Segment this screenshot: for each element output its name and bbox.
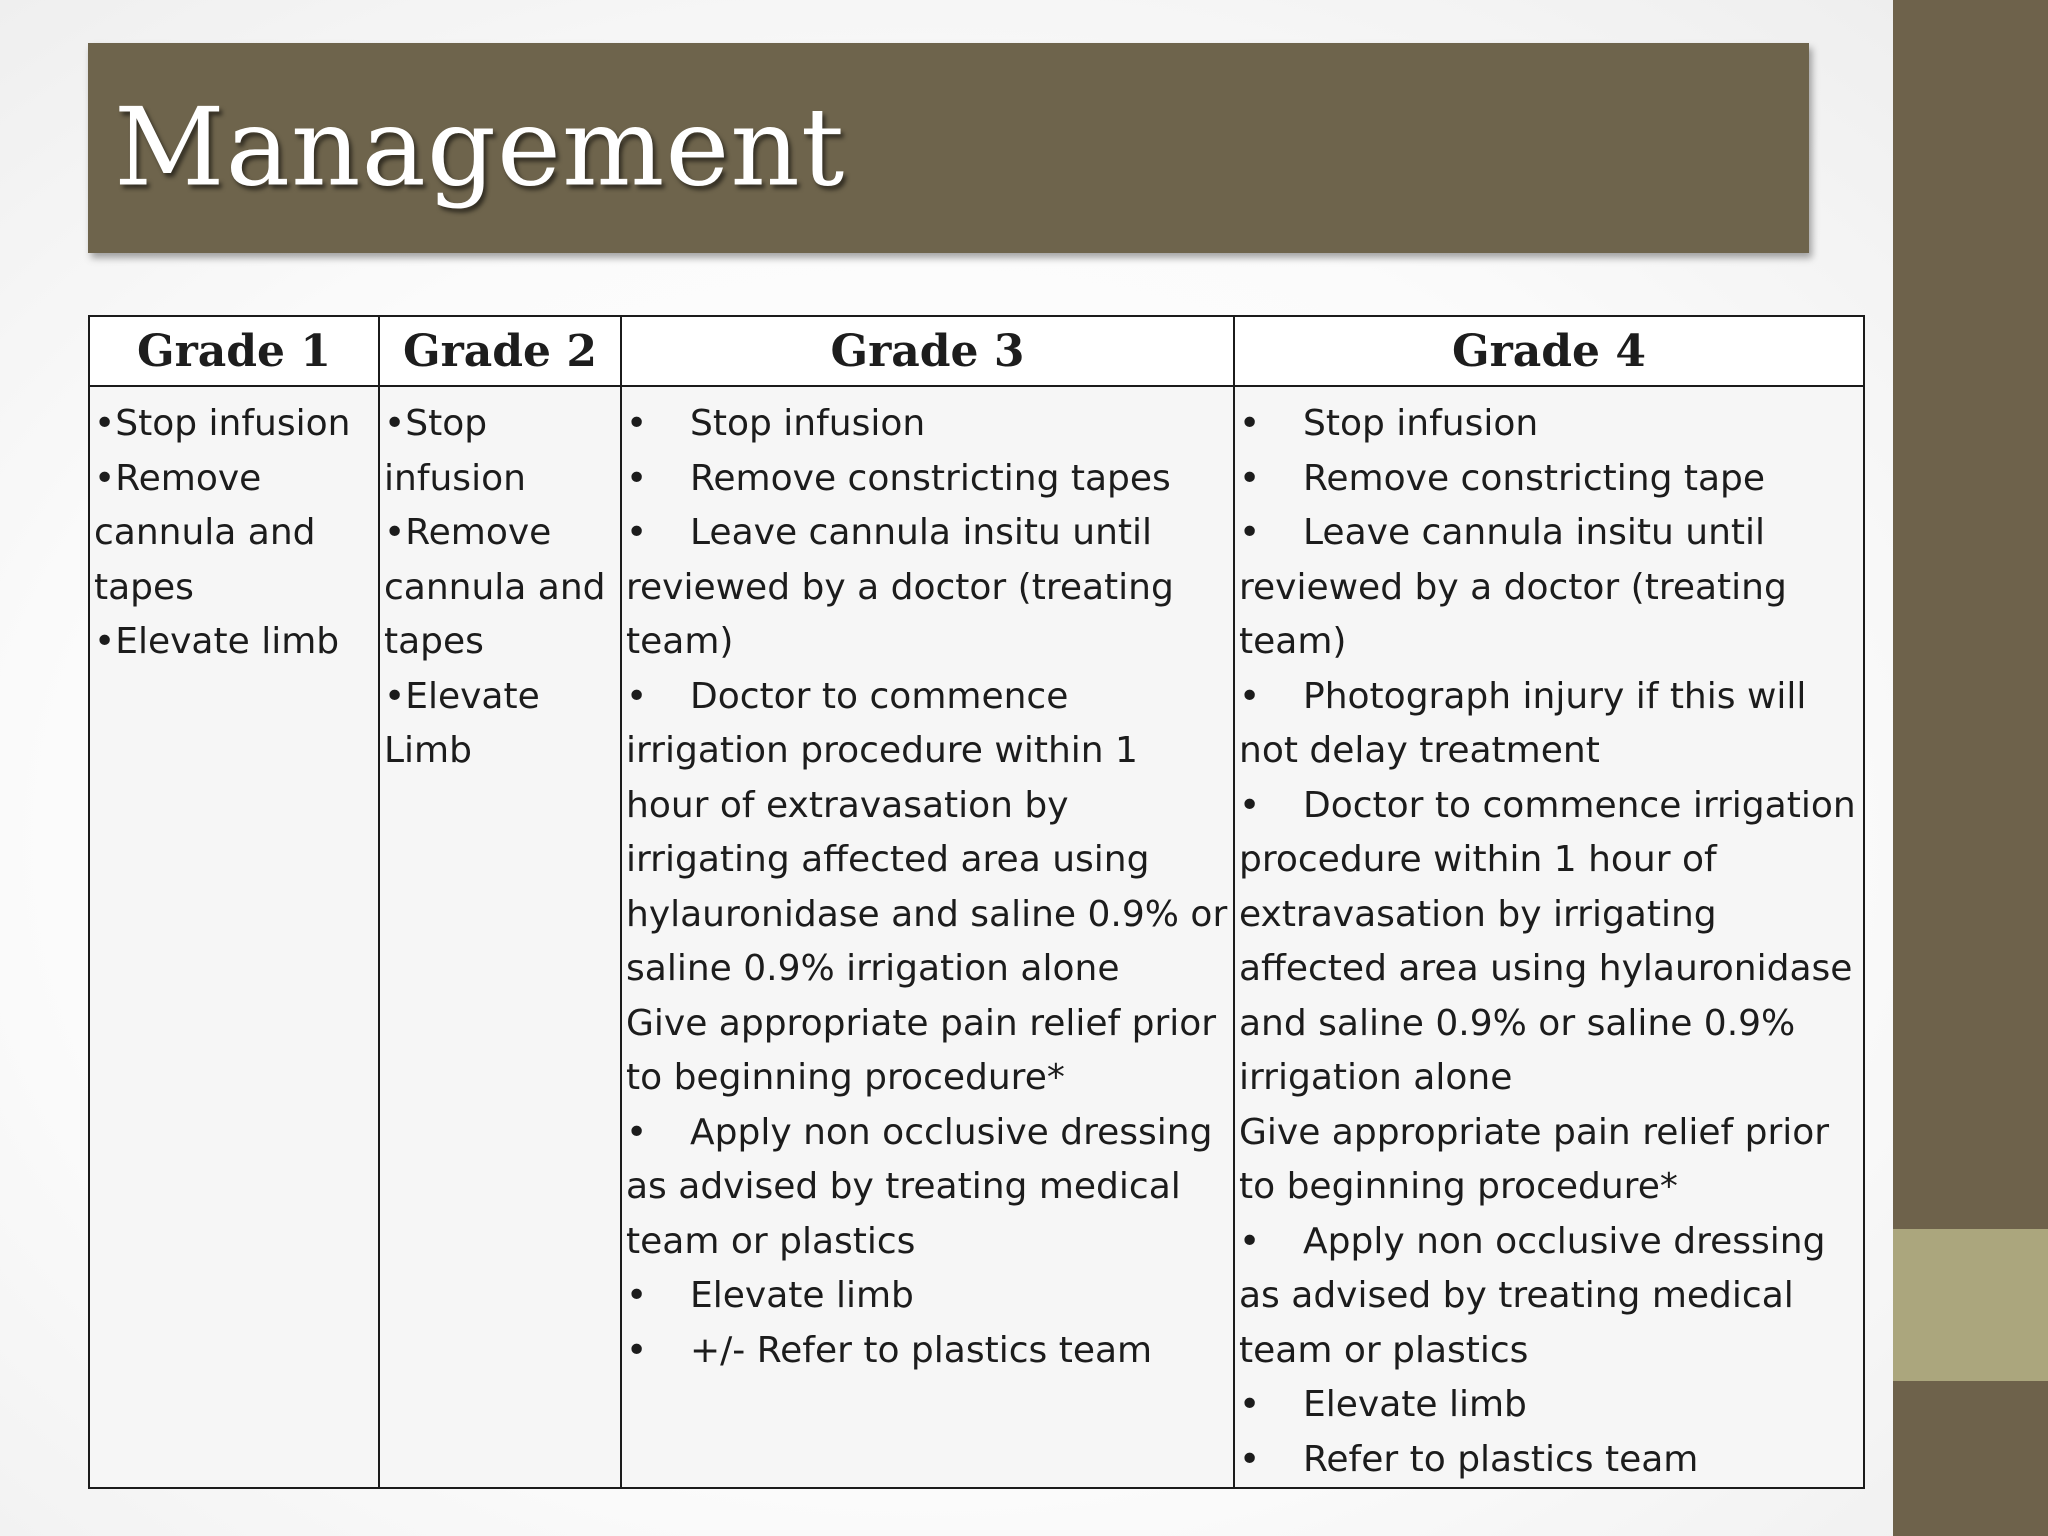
list-item [626, 670, 1231, 997]
header-row [89, 316, 1864, 386]
list-item-text: +/- Refer to plastics team [690, 1329, 1153, 1371]
list-item-text: Remove cannula and tapes [94, 457, 316, 608]
list-item-text: Stop infusion [690, 403, 926, 444]
header-grade-1: Grade 1 [89, 316, 379, 386]
list-item-text: Remove constricting tapes [690, 457, 1171, 499]
list-item [94, 452, 376, 616]
list-item [384, 397, 618, 506]
grade-1-cell [89, 386, 379, 1488]
grade-2-cell [379, 386, 621, 1488]
list-item [1239, 452, 1861, 507]
list-item [1239, 779, 1861, 1106]
bullet-icon: • [626, 1111, 648, 1153]
list-item-text: Elevate limb [115, 621, 340, 662]
list-item [626, 397, 1231, 452]
list-item-text: Refer to plastics team [1303, 1438, 1699, 1480]
header-grade-4: Grade 4 [1234, 316, 1864, 386]
bullet-icon: • [1239, 1220, 1261, 1262]
list-item [384, 506, 618, 670]
body-row [89, 386, 1864, 1488]
bullet-icon: • [626, 675, 648, 717]
bullet-icon: • [1239, 784, 1261, 826]
bullet-icon: • [1239, 1438, 1261, 1480]
list-item-text: Apply non occlusive dressing as advised by treating medical team or plastics [626, 1111, 1213, 1262]
bullet-icon: • [384, 675, 406, 717]
list-item [94, 397, 376, 452]
bullet-icon: • [626, 403, 648, 444]
grades-table [88, 315, 1865, 1489]
list-item [1239, 506, 1861, 670]
list-item [626, 452, 1231, 507]
list-item [1239, 397, 1861, 452]
bullet-icon: • [384, 403, 406, 444]
list-item-text: Photograph injury if this will not delay treatment [1239, 675, 1807, 771]
grade-4-cell [1234, 386, 1864, 1488]
list-item [94, 615, 376, 670]
list-item-text: Stop infusion [115, 403, 351, 444]
slide-title: Management [114, 85, 846, 211]
side-accent-block [1893, 1229, 2048, 1381]
list-item-text: Doctor to commence irrigation procedure within 1 hour of extravasation by irrigating affected area using hylauronidase and saline 0.9% or saline 0.9% irrigation alone [1239, 784, 1856, 1098]
list-item [1239, 1433, 1861, 1488]
title-bar [88, 43, 1809, 253]
list-item-text: Elevate limb [690, 1275, 914, 1316]
bullet-icon: • [626, 1329, 648, 1371]
list-item-text: Stop infusion [384, 403, 526, 499]
list-item-text: Remove cannula and tapes [384, 512, 606, 662]
list-item-text: Stop infusion [1303, 403, 1539, 444]
list-item-text: Leave cannula insitu until reviewed by a doctor (treating team) [1239, 512, 1787, 662]
grade-3-cell [621, 386, 1234, 1488]
list-item [1239, 1378, 1861, 1433]
list-item [1239, 1215, 1861, 1379]
bullet-icon: • [1239, 1384, 1261, 1425]
list-item [626, 506, 1231, 670]
pain-relief-note: Give appropriate pain relief prior to beginning procedure* [1239, 1111, 1830, 1207]
list-item [626, 1269, 1231, 1324]
list-item-text: Elevate limb [1303, 1384, 1527, 1425]
bullet-icon: • [384, 512, 406, 553]
list-item [1239, 670, 1861, 779]
list-item-text: Doctor to commence irrigation procedure within 1 hour of extravasation by irrigating affected area using hylauronidase and saline 0.9% or saline 0.9% irrigation alone [626, 675, 1228, 989]
bullet-icon: • [1239, 457, 1261, 499]
header-grade-3: Grade 3 [621, 316, 1234, 386]
bullet-icon: • [94, 403, 116, 444]
list-item-text: Leave cannula insitu until reviewed by a doctor (treating team) [626, 512, 1174, 662]
list-item [626, 1106, 1231, 1270]
pain-relief-note: Give appropriate pain relief prior to beginning procedure* [626, 1002, 1217, 1098]
bullet-icon: • [626, 512, 648, 553]
bullet-icon: • [1239, 403, 1261, 444]
bullet-icon: • [1239, 512, 1261, 553]
bullet-icon: • [626, 1275, 648, 1316]
list-item [626, 1324, 1231, 1379]
list-item-text: Elevate Limb [384, 675, 540, 771]
bullet-icon: • [1239, 675, 1261, 717]
bullet-icon: • [94, 457, 116, 499]
header-grade-2: Grade 2 [379, 316, 621, 386]
list-item-text: Apply non occlusive dressing as advised by treating medical team or plastics [1239, 1220, 1826, 1371]
list-item [384, 670, 618, 779]
bullet-icon: • [94, 621, 116, 662]
list-item-text: Remove constricting tape [1303, 457, 1766, 499]
bullet-icon: • [626, 457, 648, 499]
